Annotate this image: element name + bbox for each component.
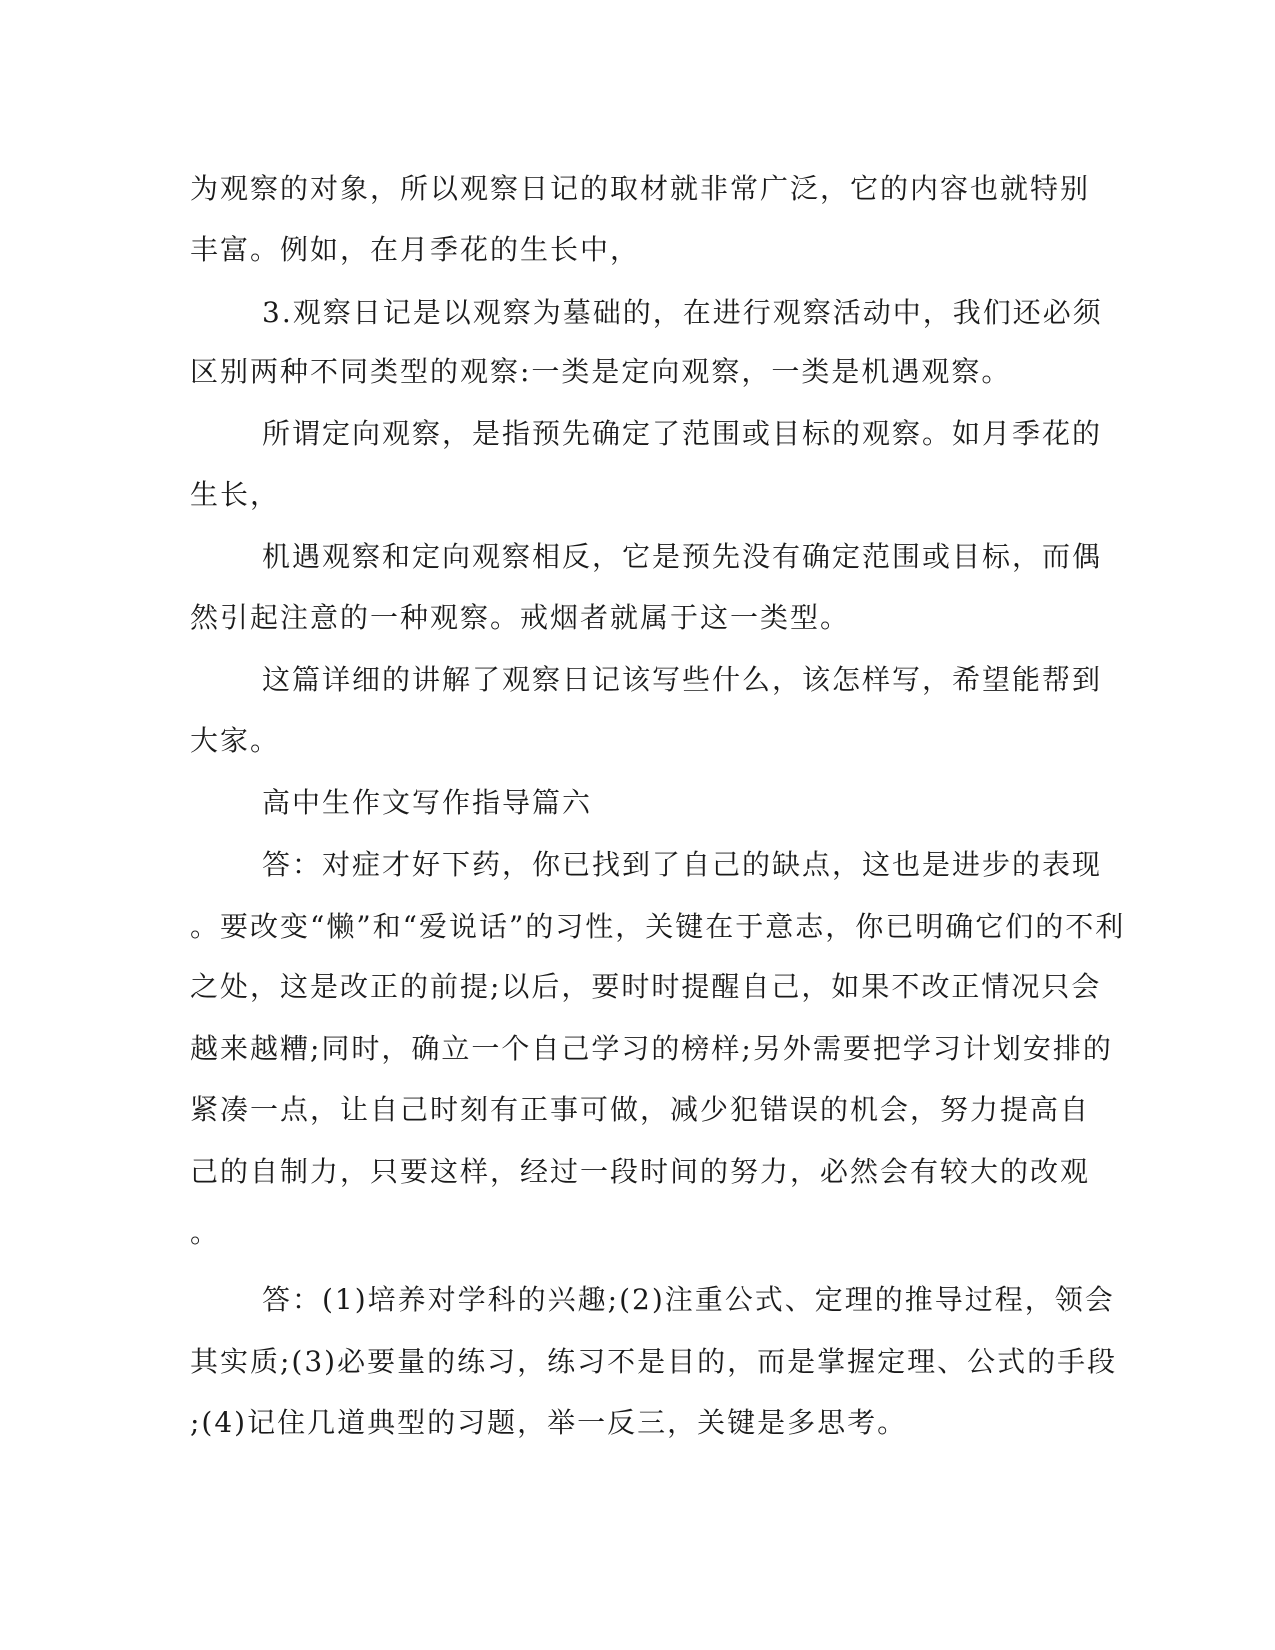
body-text-line: 答：对症才好下药，你已找到了自己的缺点，这也是进步的表现 xyxy=(262,848,1103,881)
body-text-line: 大家。 xyxy=(190,724,281,757)
body-text-line: 然引起注意的一种观察。戒烟者就属于这一类型。 xyxy=(190,601,851,634)
body-text-line: ;(4)记住几道典型的习题，举一反三，关键是多思考。 xyxy=(190,1406,908,1439)
section-heading: 高中生作文写作指导篇六 xyxy=(262,786,593,819)
body-text-line: 越来越糟;同时，确立一个自己学习的榜样;另外需要把学习计划安排的 xyxy=(190,1032,1113,1065)
body-text-line: 。要改变“懒”和“爱说话”的习性，关键在于意志，你已明确它们的不利 xyxy=(190,910,1126,943)
body-text-line: 。 xyxy=(190,1216,221,1249)
body-text-line: 为观察的对象，所以观察日记的取材就非常广泛，它的内容也就特别 xyxy=(190,172,1091,205)
body-text-line: 答：(1)培养对学科的兴趣;(2)注重公式、定理的推导过程，领会 xyxy=(262,1283,1115,1316)
body-text-line: 所谓定向观察，是指预先确定了范围或目标的观察。如月季花的 xyxy=(262,417,1103,450)
body-text-line: 其实质;(3)必要量的练习，练习不是目的，而是掌握定理、公式的手段 xyxy=(190,1345,1118,1378)
body-text-line: 紧凑一点，让自己时刻有正事可做，减少犯错误的机会，努力提高自 xyxy=(190,1093,1091,1126)
body-text-line: 之处，这是改正的前提;以后，要时时提醒自己，如果不改正情况只会 xyxy=(190,970,1102,1003)
body-text-line: 机遇观察和定向观察相反，它是预先没有确定范围或目标，而偶 xyxy=(262,540,1103,573)
body-text-line: 丰富。例如，在月季花的生长中， xyxy=(190,233,641,266)
body-text-line: 生长， xyxy=(190,478,281,511)
body-text-line: 这篇详细的讲解了观察日记该写些什么，该怎样写，希望能帮到 xyxy=(262,663,1103,696)
body-text-line: 己的自制力，只要这样，经过一段时间的努力，必然会有较大的改观 xyxy=(190,1155,1091,1188)
body-text-line: 3.观察日记是以观察为墓础的，在进行观察活动中，我们还必须 xyxy=(262,296,1103,329)
body-text-line: 区别两种不同类型的观察:一类是定向观察，一类是机遇观察。 xyxy=(190,355,1012,388)
